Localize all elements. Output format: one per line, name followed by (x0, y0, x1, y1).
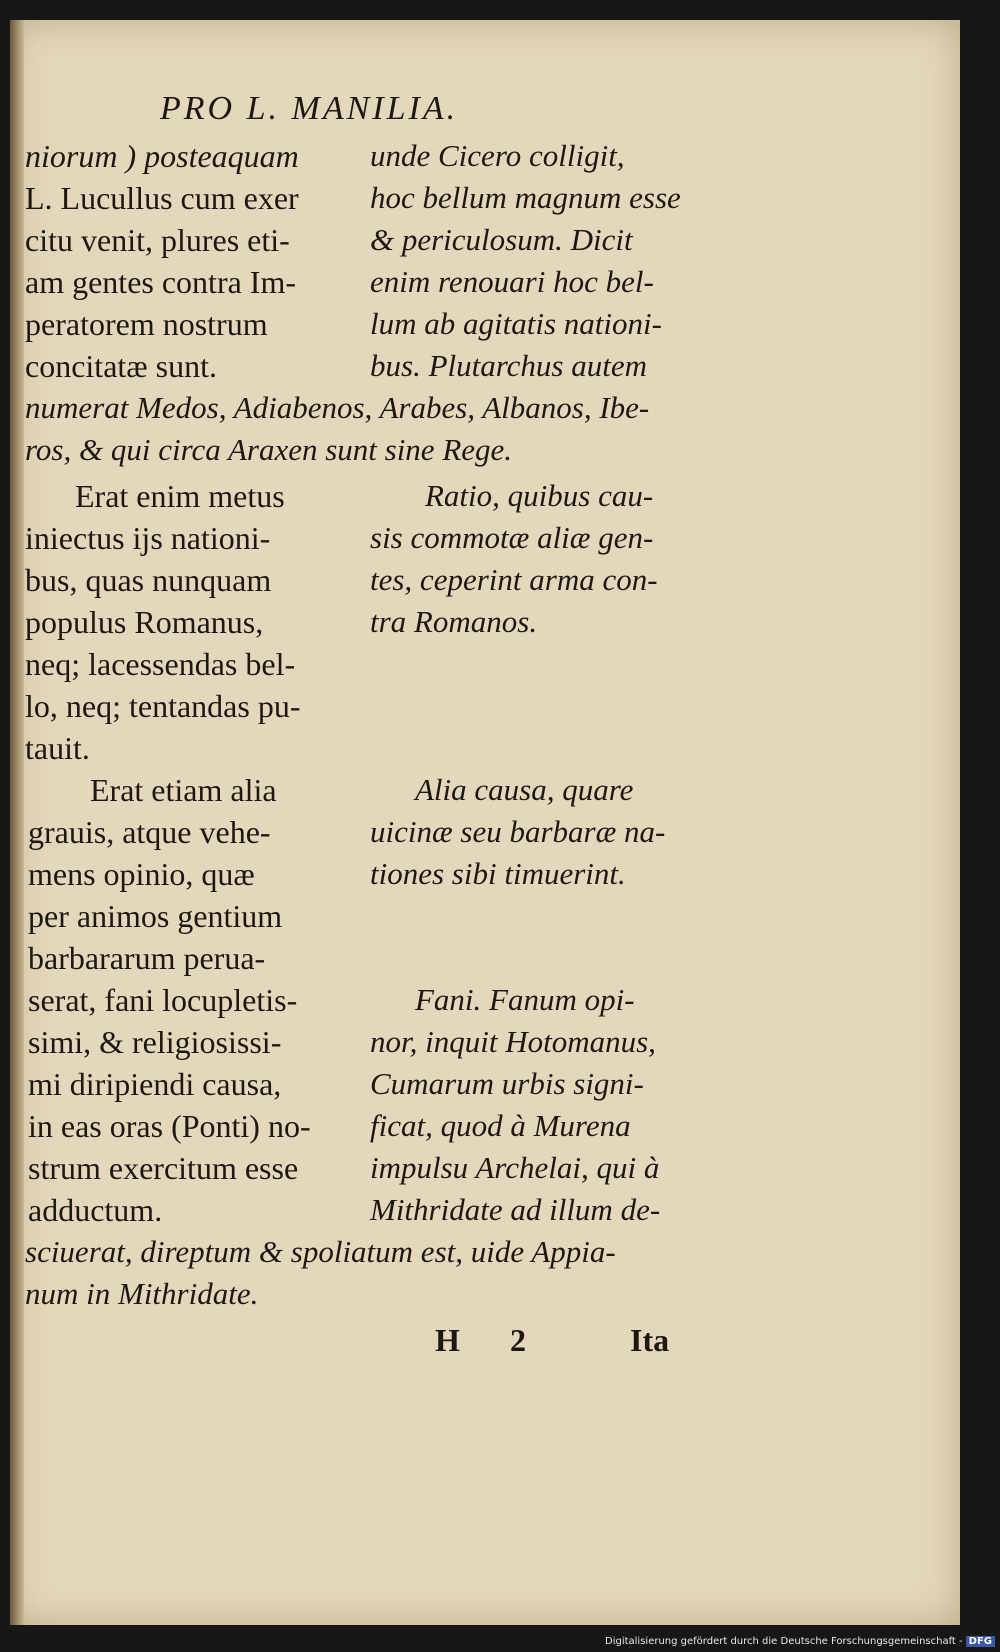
note-line: tiones sibi timuerint. (370, 856, 626, 891)
digitization-credit (605, 1636, 995, 1647)
note-line-full: numerat Medos, Adiabenos, Arabes, Albanos, Ibe- (25, 390, 650, 425)
text-line: mens opinio, quæ (28, 856, 255, 892)
note-line: impulsu Archelai, qui à (370, 1150, 660, 1185)
signature-number: 2 (510, 1322, 526, 1358)
note-line: hoc bellum magnum esse (370, 180, 681, 215)
text-line: peratorem nostrum (25, 306, 268, 342)
text-line: in eas oras (Ponti) no- (28, 1108, 311, 1144)
text-line: lo, neq; tentandas pu- (25, 688, 301, 724)
text-line: neq; lacessendas bel- (25, 646, 296, 682)
note-line: Ratio, quibus cau- (425, 478, 654, 513)
signature-mark: H (435, 1322, 460, 1358)
note-line: & periculosum. Dicit (370, 222, 633, 257)
note-line: Cumarum urbis signi- (370, 1066, 644, 1101)
note-line: sis commotæ aliæ gen- (370, 520, 654, 555)
note-line: bus. Plutarchus autem (370, 348, 647, 383)
text-line: L. Lucullus cum exer (25, 180, 299, 216)
note-line: Alia causa, quare (415, 772, 634, 807)
note-line: Mithridate ad illum de- (370, 1192, 661, 1227)
text-line: bus, quas nunquam (25, 562, 272, 598)
note-line: uicinæ seu barbaræ na- (370, 814, 666, 849)
note-line: tes, ceperint arma con- (370, 562, 658, 597)
text-line: grauis, atque vehe- (28, 814, 271, 850)
note-line: Fani. Fanum opi- (415, 982, 635, 1017)
text-line: strum exercitum esse (28, 1150, 299, 1186)
note-line: enim renouari hoc bel- (370, 264, 654, 299)
note-line-full: ros, & qui circa Araxen sunt sine Rege. (25, 432, 513, 467)
text-line: simi, & religiosissi- (28, 1024, 282, 1060)
note-line: lum ab agitatis nationi- (370, 306, 662, 341)
book-page (10, 20, 960, 1625)
text-line: Erat enim metus (75, 478, 285, 514)
text-line: niorum ) posteaquam (25, 138, 299, 174)
note-line-full: num in Mithridate. (25, 1276, 259, 1311)
text-line: tauit. (25, 730, 90, 766)
text-line: serat, fani locupletis- (28, 982, 298, 1018)
note-line: ficat, quod à Murena (370, 1108, 631, 1143)
text-line: adductum. (28, 1192, 163, 1228)
text-line: populus Romanus, (25, 604, 264, 640)
text-line: citu venit, plures eti- (25, 222, 290, 258)
note-line: tra Romanos. (370, 604, 538, 639)
page-gutter (10, 20, 24, 1625)
note-line-full: sciuerat, direptum & spoliatum est, uide Appia- (25, 1234, 616, 1269)
text-line: per animos gentium (28, 898, 283, 934)
text-line: mi diripiendi causa, (28, 1066, 282, 1102)
text-line: concitatæ sunt. (25, 348, 217, 384)
text-line: am gentes contra Im- (25, 264, 296, 300)
catchword: Ita (630, 1322, 670, 1358)
text-line: Erat etiam alia (90, 772, 277, 808)
text-line: barbararum perua- (28, 940, 266, 976)
dfg-logo: DFG (966, 1636, 995, 1647)
text-line: iniectus ijs nationi- (25, 520, 271, 556)
note-line: nor, inquit Hotomanus, (370, 1024, 656, 1059)
credit-text: Digitalisierung gefördert durch die Deutsche Forschungsgemeinschaft - (605, 1636, 963, 1647)
note-line: unde Cicero colligit, (370, 138, 625, 173)
running-title: PRO L. MANILIA. (160, 90, 459, 127)
